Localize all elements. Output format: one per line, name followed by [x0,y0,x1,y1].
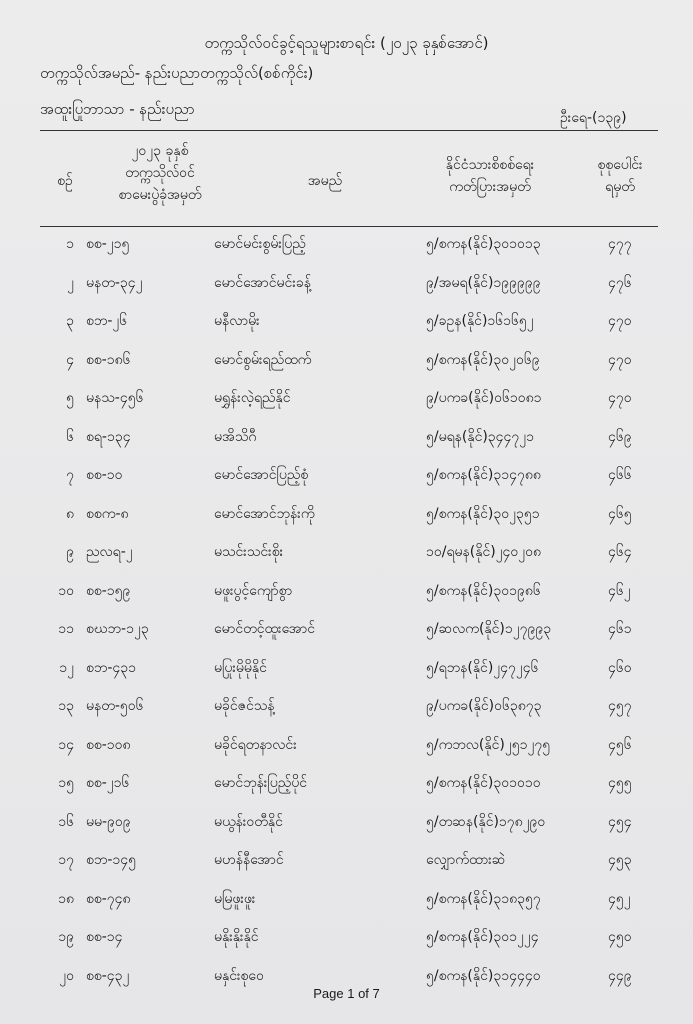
column-header-exam-line2: တက္ကသိုလ်ဝင် [125,165,195,181]
cell-marks: ၄၆၁ [608,621,632,637]
cell-marks: ၄၅၇ [608,698,632,714]
cell-reg: မနတ-၅၀၆ [86,698,144,714]
cell-no: ၁ [66,236,74,252]
cell-no: ၃ [66,313,74,329]
table-row [0,889,693,929]
table-row [0,465,693,505]
cell-nrc: ၉/အမရ(နိုင်)၁၉၉၉၉၉ [426,274,541,291]
column-header-exam-line1: ၂၀၂၃ ခုနှစ် [131,143,189,159]
cell-reg: စစ-၁၈၆ [86,351,131,368]
cell-nrc: ၅/စကန(နိုင်)၃၁၄၄၄၀ [426,967,541,984]
cell-name: မအိသိဂီ [214,428,257,445]
cell-no: ၄ [66,351,74,368]
cell-name: မောင်ဘုန်းပြည့်ပိုင် [214,775,308,791]
cell-no: ၁၇ [58,852,74,868]
cell-marks: ၄၇၇ [608,236,632,252]
cell-marks: ၄၆၆ [608,467,632,483]
table-row [0,234,693,274]
table-row [0,735,693,775]
cell-marks: ၄၅၅ [608,775,632,791]
cell-name: မသင်းသင်းစိုး [214,544,284,560]
cell-reg: စဃဘ-၁၂၃ [86,621,149,637]
table-row [0,773,693,813]
cell-nrc: ၅/စကန(နိုင်)၃၀၁၀၁၃ [426,236,541,252]
cell-reg: မနသ-၄၅၆ [86,390,144,406]
cell-reg: စစ-၇၄၈ [86,890,131,907]
cell-reg: စစ-၁၀၈ [86,736,131,753]
page-footer: Page 1 of 7 [313,986,380,1001]
cell-marks: ၄၅၃ [608,852,632,868]
table-row [0,581,693,621]
column-header-marks [580,154,660,198]
cell-nrc: ၅/ကဘလ(နိုင်)၂၅၁၂၇၅ [426,736,551,753]
cell-nrc: ၅/တဆန(နိုင်)၁၇၈၂၉၀ [426,813,546,830]
table-row [0,311,693,351]
cell-nrc: ၅/စကန(နိုင်)၃၀၁၀၁၀ [426,775,541,791]
cell-name: မောင်အောင်ပြည့်စုံ [214,467,309,483]
cell-reg: စစ-၁၀ [86,467,123,483]
cell-reg: စစ-၄၃၂ [86,967,130,984]
table-row [0,696,693,736]
column-header-exam-number [90,140,230,206]
column-header-name: အမည် [307,173,343,189]
table-row [0,927,693,967]
cell-marks: ၄၇၀ [608,351,632,368]
cell-reg: စဘ-၁၄၅ [86,852,137,868]
cell-no: ၂၀ [59,967,74,984]
cell-reg: မနတ-၃၄၂ [86,274,143,291]
table-row [0,812,693,852]
cell-reg: စဘ-၄၃၁ [86,659,137,676]
table-row [0,427,693,467]
cell-marks: ၄၅၆ [608,736,632,753]
cell-no: ၁၀ [58,582,74,599]
cell-reg: စဘ-၂၆ [86,313,128,329]
cell-no: ၁၄ [58,736,74,753]
table-row [0,350,693,390]
major-subject: အထူးပြုဘာသာ - နည်းပညာ [40,100,195,118]
cell-nrc: ၉/ပကခ(နိုင်)၀၆၁၀၈၁ [426,390,542,406]
cell-marks: ၄၄၉ [608,967,632,984]
column-header-nrc-line1: နိုင်ငံသားစိစစ်ရေး [445,157,535,173]
cell-name: မခိုင်ဇင်သန့် [214,698,275,714]
cell-reg: စစ-၁၅၉ [86,582,131,599]
cell-nrc: ၅/စကန(နိုင်)၃၀၂၀၆၉ [426,351,540,368]
column-header-marks-line1: စုစုပေါင်း [597,157,643,173]
header-top-rule [40,130,658,131]
cell-marks: ၄၇၀ [608,390,632,406]
cell-name: မရွှန်းလဲ့ရည်နိုင် [214,390,291,406]
table-row [0,542,693,582]
cell-marks: ၄၆၂ [608,582,631,599]
table-row [0,619,693,659]
cell-name: မနီလာမိုး [214,313,260,329]
column-header-nrc [410,154,570,198]
cell-reg: စစ-၂၁၆ [86,775,130,791]
cell-no: ၅ [66,390,74,406]
cell-name: မောင်တင့်ထူးအောင် [214,621,316,637]
cell-no: ၁၅ [58,775,74,791]
table-row [0,504,693,544]
cell-nrc: ၅/စကန(နိုင်)၃၀၁၂၂၄ [426,929,539,945]
cell-name: မောင်မင်းစွမ်းပြည့် [214,236,306,252]
cell-reg: စရ-၁၃၄ [86,428,131,445]
cell-marks: ၄၅၄ [608,813,632,830]
cell-no: ၁၈ [58,890,74,907]
column-header-exam-line3: စာမေးပွဲခုံအမှတ် [118,187,202,203]
cell-marks: ၄၆၅ [608,505,632,522]
cell-marks: ၄၇၀ [608,313,632,329]
column-header-nrc-line2: ကတ်ပြားအမှတ် [449,179,531,195]
cell-marks: ၄၇၆ [608,274,632,291]
document-title: တက္ကသိုလ်ဝင်ခွင့်ရသူများစာရင်း (၂၀၂၃ ခုနှစ်အောင်) [204,34,489,52]
column-header-no: စဉ် [57,173,73,189]
cell-no: ၁၁ [58,621,74,637]
cell-name: မဖူးပွင့်ကျော်စွာ [214,582,293,599]
cell-no: ၂ [67,274,74,291]
cell-marks: ၄၆၄ [608,544,632,560]
cell-nrc: ၅/စကန(နိုင်)၃၁၈၃၅၇ [426,890,541,907]
cell-no: ၈ [66,505,74,522]
table-row [0,273,693,313]
cell-no: ၁၃ [58,698,74,714]
column-header-marks-line2: ရမှတ် [605,179,635,195]
cell-reg: စစ-၂၁၅ [86,236,130,252]
cell-nrc: ၅/စကန(နိုင်)၃၀၂၃၅၁ [426,505,540,522]
cell-nrc: ၉/ပကခ(နိုင်)၀၆၃၈၇၃ [426,698,542,714]
cell-no: ၁၆ [58,813,74,830]
header-bottom-rule [40,226,658,227]
university-name: တက္ကသိုလ်အမည်- နည်းပညာတက္ကသိုလ်(စစ်ကိုင်း) [40,64,314,82]
cell-name: မခိုင်ရတနာလင်း [214,736,297,753]
cell-name: မပြုးမိုမိုနိုင် [214,659,267,676]
cell-name: မောင်စွမ်းရည်ထက် [214,351,312,368]
cell-nrc: ၅/စကန(နိုင်)၃၀၁၉၈၆ [426,582,541,599]
cell-name: မနှင်းစုဝေ [214,967,264,984]
cell-marks: ၄၆၀ [608,659,632,676]
table-row [0,658,693,698]
cell-nrc: ၅/စကန(နိုင်)၃၁၄၇၈၈ [426,467,541,483]
cell-reg: စစ-၁၄ [86,929,123,945]
cell-name: မယွန်းဝတီနိုင် [214,813,283,830]
cell-no: ၉ [66,544,74,560]
cell-marks: ၄၅၂ [608,890,631,907]
cell-name: မောင်အောင်မင်းခန့် [214,274,311,291]
table-row [0,388,693,428]
total-count: ဦးရေ-(၁၃၉) [560,110,627,126]
cell-no: ၁၂ [59,659,74,676]
cell-marks: ၄၅၀ [608,929,632,945]
cell-no: ၁၉ [58,929,74,945]
cell-nrc: ၅/ခဥန(နိုင်)၁၆၁၆၅၂ [426,313,534,329]
cell-reg: မမ-၉၀၉ [86,813,131,830]
cell-name: မဟန်နီအောင် [214,852,284,868]
table-row [0,850,693,890]
cell-marks: ၄၆၉ [608,428,632,445]
cell-nrc: လျှောက်ထားဆဲ [426,852,506,868]
cell-name: မောင်အောင်ဘုန်းကို [214,505,315,522]
cell-no: ၇ [66,467,74,483]
cell-name: မမြဖူးဖူး [214,890,256,907]
cell-nrc: ၁၀/ရမန(နိုင်)၂၄၀၂၀၈ [426,544,542,560]
cell-name: မနိုးနိုးနိုင် [214,929,259,945]
cell-nrc: ၅/ရဘန(နိုင်)၂၄၇၂၄၆ [426,659,539,676]
cell-nrc: ၅/မရန(နိုင်)၃၄၄၇၂၁ [426,428,535,445]
cell-no: ၆ [66,428,74,445]
cell-nrc: ၅/ဆလက(နိုင်)၁၂၇၉၉၃ [426,621,552,637]
cell-reg: ညလရ-၂ [86,544,133,560]
cell-reg: စစက-၈ [86,505,129,522]
